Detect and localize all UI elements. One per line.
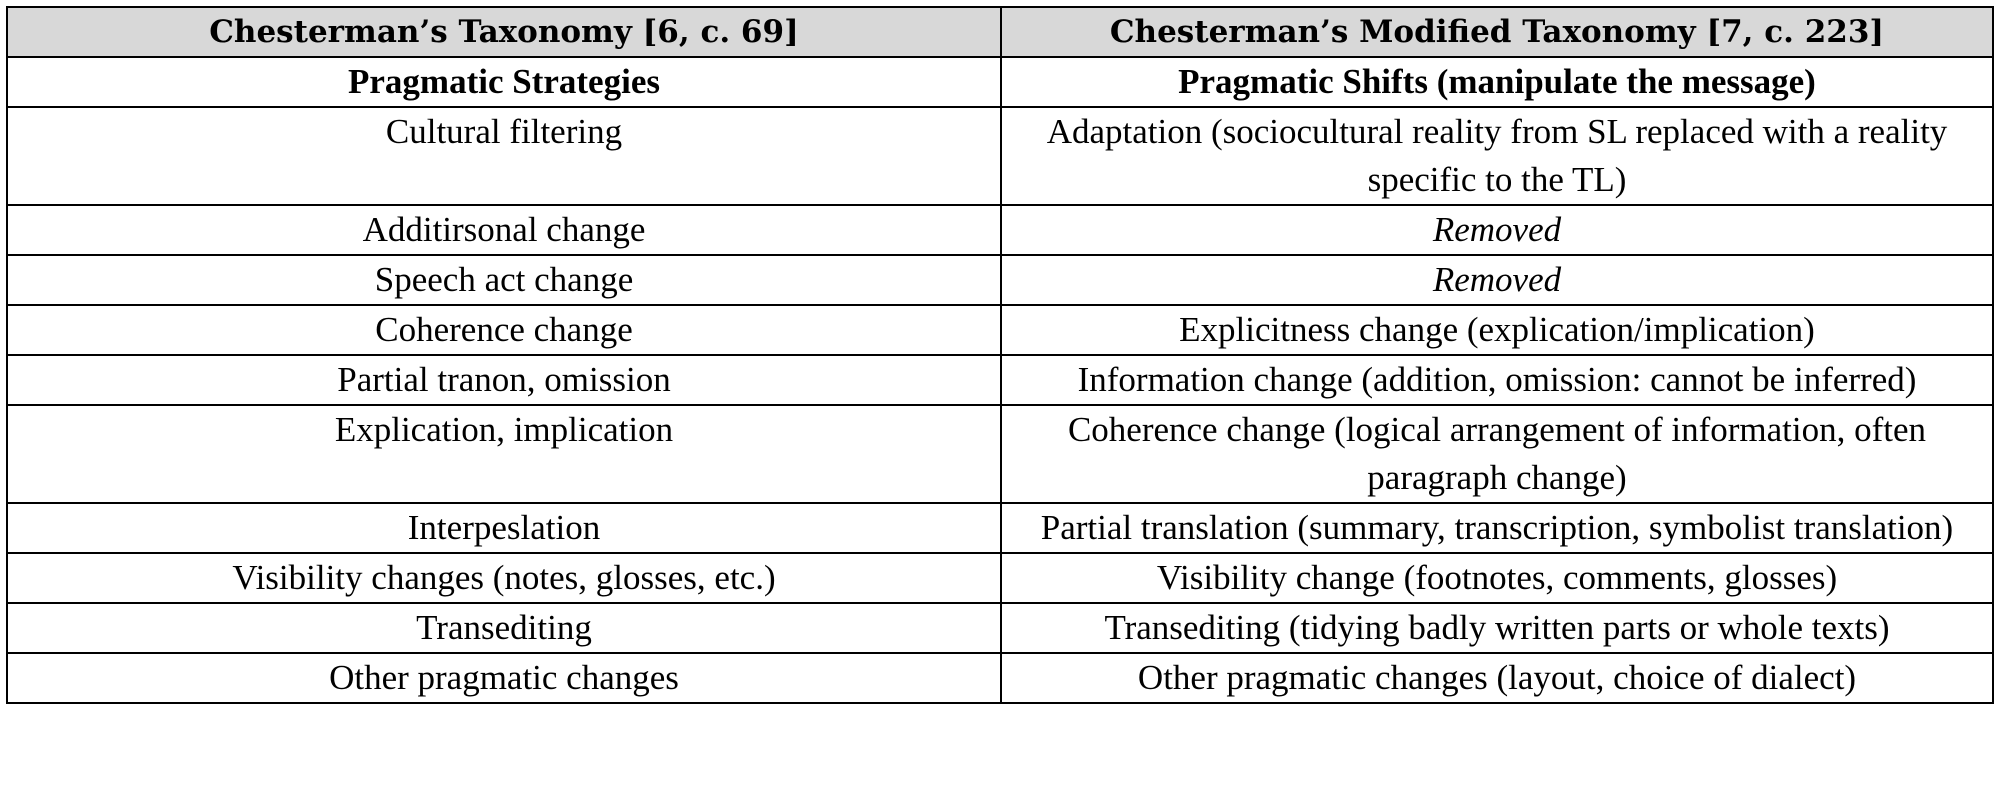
- table-row: [7, 503, 1993, 553]
- taxonomy-table-container: [6, 6, 1992, 704]
- table-subheader-row: [7, 57, 1993, 107]
- row-left-cell: Visibility changes (notes, glosses, etc.): [7, 553, 1001, 603]
- row-left-cell: Transediting: [7, 603, 1001, 653]
- table-row: [7, 255, 1993, 305]
- table-row: [7, 205, 1993, 255]
- row-right-cell: Partial translation (summary, transcription, symbolist translation): [1001, 503, 1993, 553]
- row-right-cell-removed: Removed: [1001, 205, 1993, 255]
- table-title-row: [7, 7, 1993, 57]
- row-right-cell: Information change (addition, omission: cannot be inferred): [1001, 355, 1993, 405]
- table-row: [7, 405, 1993, 503]
- header-chesterman-taxonomy: Chesterman’s Taxonomy [6, c. 69]: [7, 7, 1001, 57]
- subheader-pragmatic-strategies: Pragmatic Strategies: [7, 57, 1001, 107]
- table-row: [7, 305, 1993, 355]
- table-row: [7, 355, 1993, 405]
- subheader-pragmatic-shifts: Pragmatic Shifts (manipulate the message): [1001, 57, 1993, 107]
- row-right-cell: Explicitness change (explication/implication): [1001, 305, 1993, 355]
- row-right-cell: Visibility change (footnotes, comments, glosses): [1001, 553, 1993, 603]
- row-left-cell: Speech act change: [7, 255, 1001, 305]
- row-right-cell: Other pragmatic changes (layout, choice of dialect): [1001, 653, 1993, 703]
- table-row: [7, 603, 1993, 653]
- row-left-cell: Partial tranon, omission: [7, 355, 1001, 405]
- row-left-cell: Explication, implication: [7, 405, 1001, 503]
- table-row: [7, 107, 1993, 205]
- row-left-cell: Coherence change: [7, 305, 1001, 355]
- table-row: [7, 653, 1993, 703]
- row-right-cell: Adaptation (sociocultural reality from SL replaced with a reality specific to the TL): [1001, 107, 1993, 205]
- header-chesterman-modified-taxonomy: Chesterman’s Modified Taxonomy [7, c. 223]: [1001, 7, 1993, 57]
- row-right-cell: Coherence change (logical arrangement of information, often paragraph change): [1001, 405, 1993, 503]
- taxonomy-table: [6, 6, 1994, 704]
- row-left-cell: Cultural filtering: [7, 107, 1001, 205]
- row-right-cell: Transediting (tidying badly written parts or whole texts): [1001, 603, 1993, 653]
- row-right-cell-removed: Removed: [1001, 255, 1993, 305]
- row-left-cell: Other pragmatic changes: [7, 653, 1001, 703]
- table-row: [7, 553, 1993, 603]
- row-left-cell: Additirsonal change: [7, 205, 1001, 255]
- row-left-cell: Interpeslation: [7, 503, 1001, 553]
